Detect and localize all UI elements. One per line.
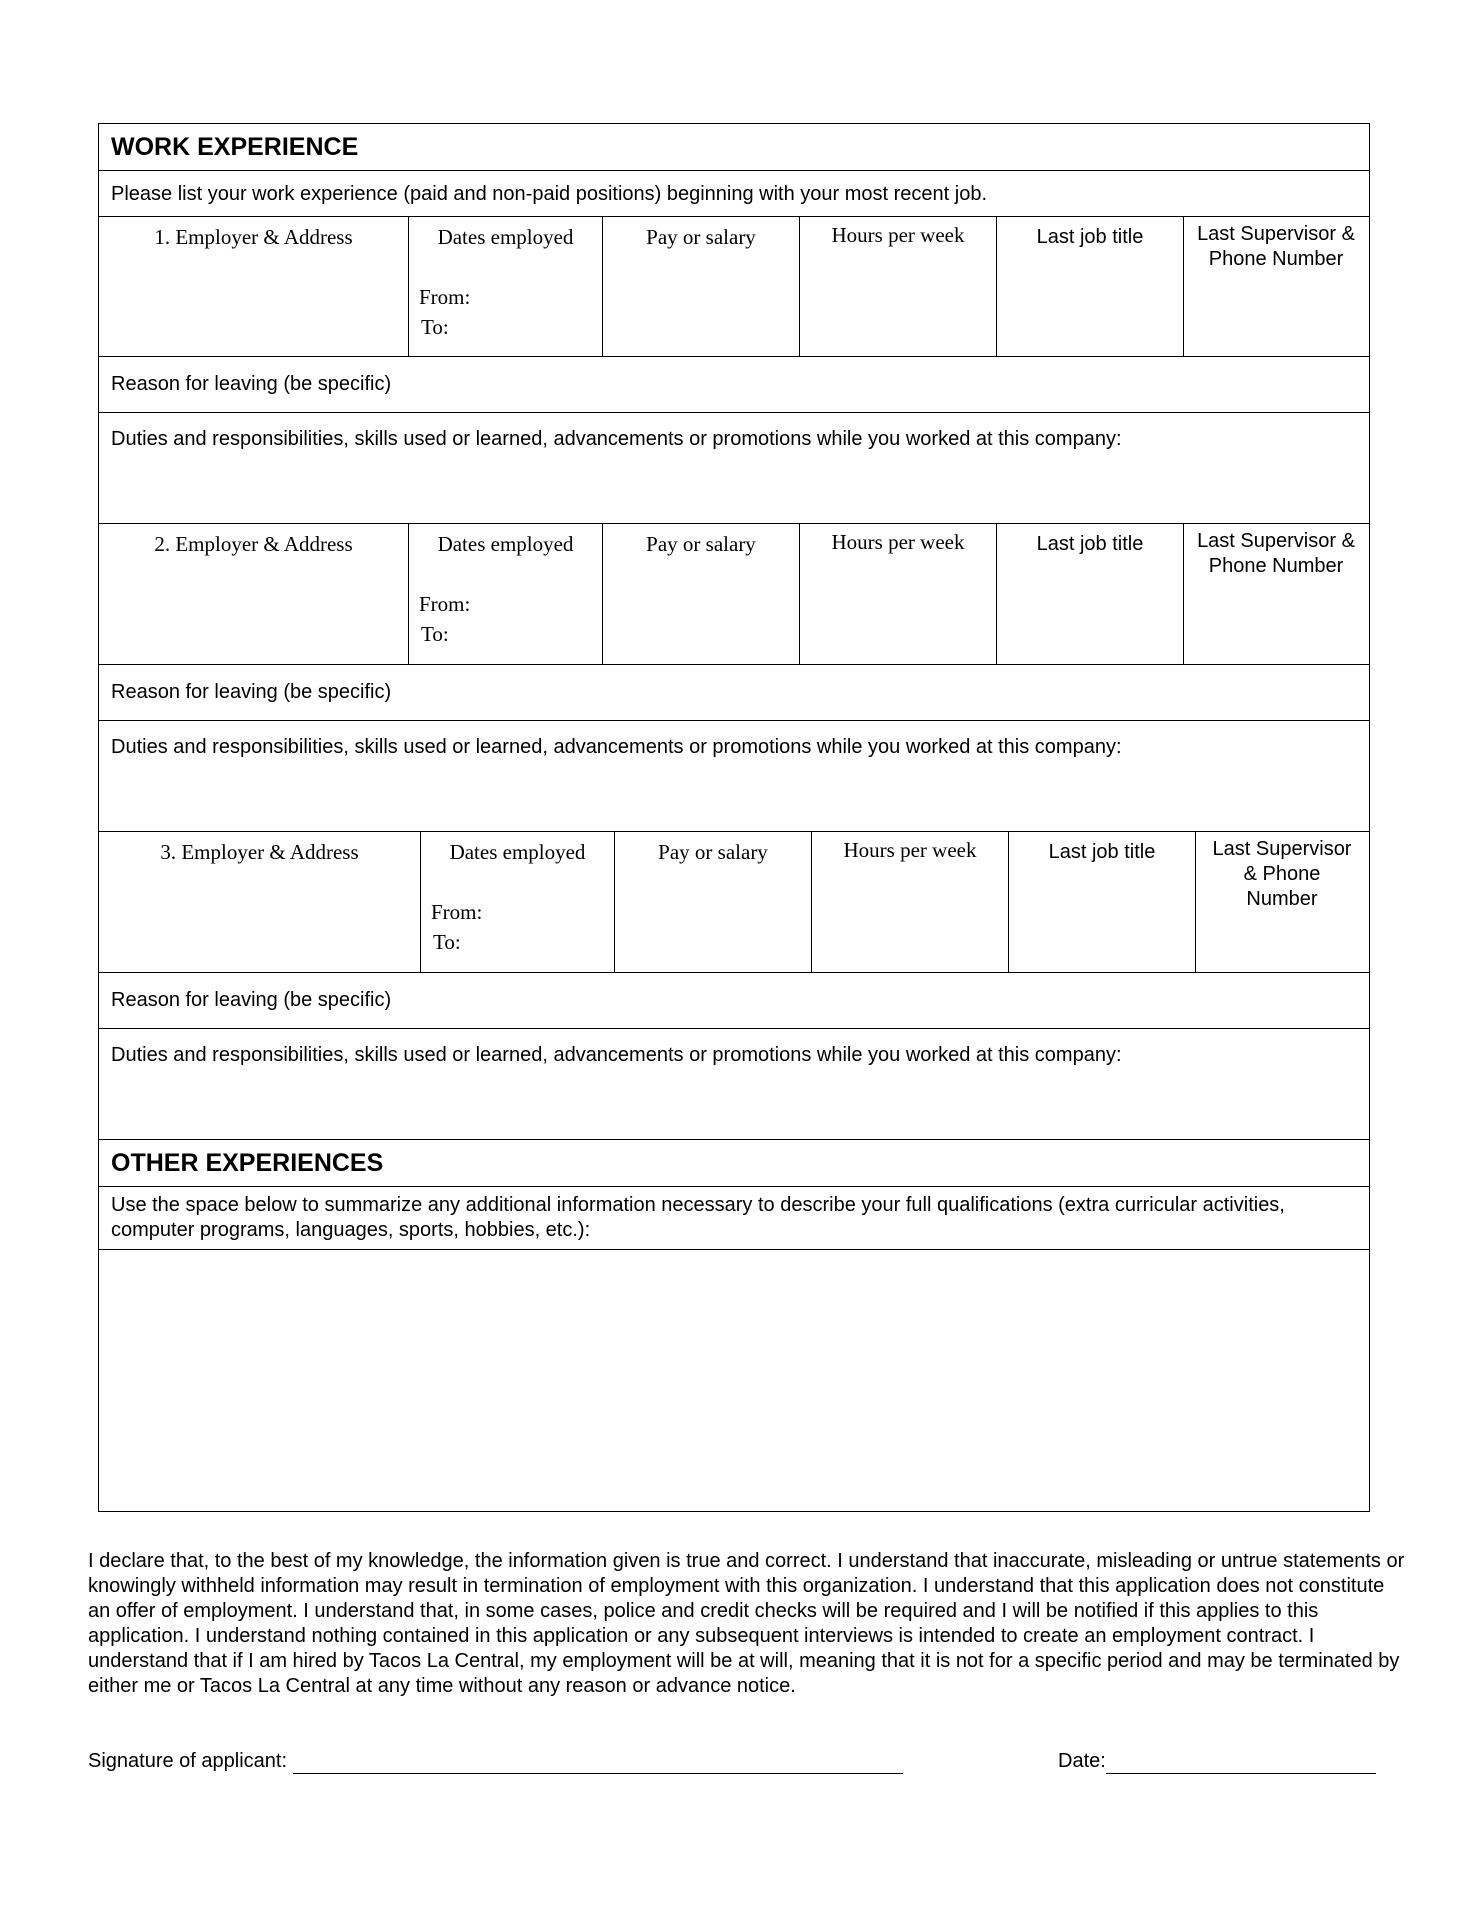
- job-2-dates-label: Dates employed: [437, 532, 574, 556]
- job-3-dates-label: Dates employed: [449, 840, 586, 864]
- job-2-employer-label: 2. Employer & Address: [154, 532, 353, 556]
- job-1-to-label: To:: [421, 315, 449, 339]
- job-1-dates-label: Dates employed: [437, 225, 574, 249]
- job-3-to-label: To:: [433, 930, 461, 954]
- job-3-duties-label: Duties and responsibilities, skills used or learned, advancements or promotions while you worked at this company:: [111, 1044, 1122, 1066]
- job-2-supervisor-cell[interactable]: [1183, 524, 1368, 664]
- declaration-text: I declare that, to the best of my knowledge, the information given is true and correct. I understand that inaccurate, misleading or untrue statements or knowingly withheld information may result in termination of employment with this organization. I understand that this application does not constitute an offer of employment. I understand that, in some cases, police and credit checks will be required and I will be notified if this applies to this application. I understand nothing contained in this application or any subsequent interviews is intended to create an employment contract. I understand that if I am hired by Tacos La Central, my employment will be at will, meaning that it is not for a specific period and may be terminated by either me or Tacos La Central at any time without any reason or advance notice.: [88, 1550, 1405, 1697]
- work-experience-instructions: Please list your work experience (paid and non-paid positions) beginning with your most recent job.: [111, 183, 988, 205]
- job-2-pay-cell[interactable]: [602, 524, 799, 664]
- signature-field[interactable]: [293, 1751, 903, 1774]
- job-2-header-row: [99, 524, 1369, 665]
- work-experience-instructions-row: [99, 171, 1369, 217]
- job-3-hours-cell[interactable]: [811, 832, 1008, 972]
- job-3-hours-label: Hours per week: [843, 838, 977, 862]
- job-1-pay-label: Pay or salary: [646, 225, 756, 249]
- job-3-title-label: Last job title: [1048, 841, 1156, 863]
- other-experiences-header: [99, 1140, 1369, 1187]
- job-1-employer-label: 1. Employer & Address: [154, 225, 353, 249]
- job-3-from-label: From:: [431, 900, 483, 924]
- job-3-pay-label: Pay or salary: [658, 840, 768, 864]
- job-3-duties-row[interactable]: [99, 1029, 1369, 1140]
- other-experiences-textarea[interactable]: [99, 1250, 1369, 1510]
- job-1-title-cell[interactable]: [996, 217, 1183, 356]
- job-3-employer-label: 3. Employer & Address: [160, 840, 359, 864]
- job-1-pay-cell[interactable]: [602, 217, 799, 356]
- application-form: [98, 123, 1370, 1512]
- job-2-employer-cell[interactable]: [99, 524, 408, 664]
- job-3-header-row: [99, 832, 1369, 973]
- job-2-title-cell[interactable]: [996, 524, 1183, 664]
- job-2-reason-label: Reason for leaving (be specific): [111, 681, 392, 703]
- other-experiences-instructions-row: [99, 1187, 1369, 1250]
- job-1-duties-row[interactable]: [99, 413, 1369, 524]
- date-field[interactable]: [1106, 1751, 1376, 1774]
- job-1-duties-label: Duties and responsibilities, skills used or learned, advancements or promotions while you worked at this company:: [111, 428, 1122, 450]
- job-2-from-label: From:: [419, 592, 471, 616]
- signature-row: [88, 1749, 903, 1774]
- job-1-dates-cell[interactable]: [408, 217, 602, 356]
- work-experience-header: [99, 124, 1369, 171]
- job-3-reason-label: Reason for leaving (be specific): [111, 989, 392, 1011]
- job-2-hours-cell[interactable]: [799, 524, 996, 664]
- job-2-hours-label: Hours per week: [831, 530, 965, 554]
- work-experience-title: WORK EXPERIENCE: [111, 133, 359, 161]
- job-3-employer-cell[interactable]: [99, 832, 420, 972]
- job-1-supervisor-label: Last Supervisor & Phone Number: [1197, 223, 1355, 270]
- job-3-supervisor-label: Last Supervisor & Phone Number: [1212, 838, 1352, 910]
- other-experiences-instructions: Use the space below to summarize any additional information necessary to describe your full qualifications (extra curricular activities, computer programs, languages, sports, hobbies, etc.):: [111, 1194, 1285, 1241]
- date-row: [1058, 1749, 1376, 1774]
- job-2-dates-cell[interactable]: [408, 524, 602, 664]
- job-2-duties-label: Duties and responsibilities, skills used or learned, advancements or promotions while you worked at this company:: [111, 736, 1122, 758]
- job-3-reason-row[interactable]: [99, 973, 1369, 1029]
- job-1-from-label: From:: [419, 285, 471, 309]
- job-1-reason-row[interactable]: [99, 357, 1369, 413]
- job-3-supervisor-cell[interactable]: [1195, 832, 1368, 972]
- job-3-pay-cell[interactable]: [614, 832, 811, 972]
- job-2-to-label: To:: [421, 622, 449, 646]
- job-1-employer-cell[interactable]: [99, 217, 408, 356]
- job-2-supervisor-label: Last Supervisor & Phone Number: [1197, 530, 1355, 577]
- job-1-reason-label: Reason for leaving (be specific): [111, 373, 392, 395]
- job-1-supervisor-cell[interactable]: [1183, 217, 1368, 356]
- job-2-pay-label: Pay or salary: [646, 532, 756, 556]
- job-1-hours-cell[interactable]: [799, 217, 996, 356]
- job-1-title-label: Last job title: [1036, 226, 1144, 248]
- job-2-title-label: Last job title: [1036, 533, 1144, 555]
- job-1-header-row: [99, 217, 1369, 357]
- job-2-duties-row[interactable]: [99, 721, 1369, 832]
- job-3-title-cell[interactable]: [1008, 832, 1195, 972]
- other-experiences-title: OTHER EXPERIENCES: [111, 1149, 384, 1177]
- signature-label: Signature of applicant:: [88, 1750, 288, 1772]
- job-2-reason-row[interactable]: [99, 665, 1369, 721]
- job-1-hours-label: Hours per week: [831, 223, 965, 247]
- job-3-dates-cell[interactable]: [420, 832, 614, 972]
- date-label: Date:: [1058, 1750, 1106, 1772]
